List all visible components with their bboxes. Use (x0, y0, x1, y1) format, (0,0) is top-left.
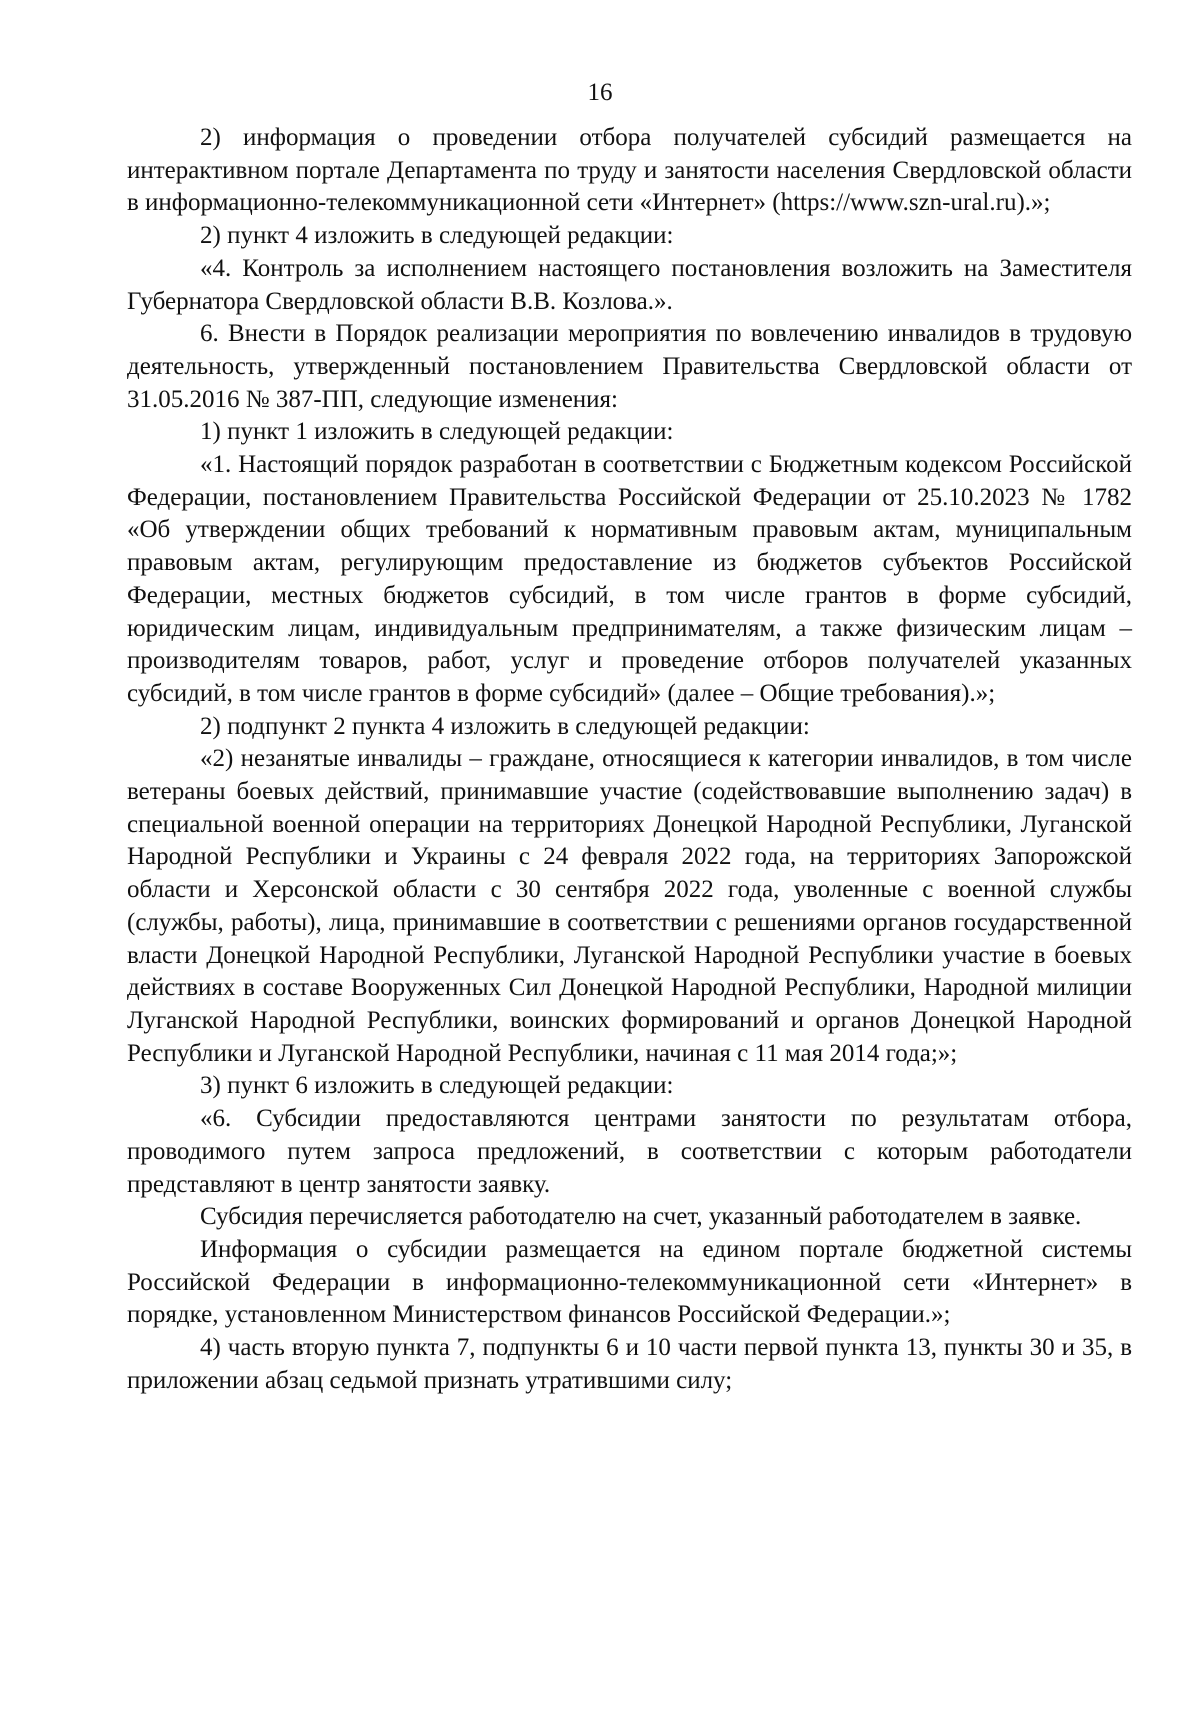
paragraph: 1) пункт 1 изложить в следующей редакции: (200, 418, 674, 446)
paragraph: 4) часть вторую пункта 7, подпункты 6 и 10 части первой пункта 13, пункты 30 и 35, в приложении абзац седьмой признать утратившими силу; (127, 1334, 1132, 1394)
document-body (127, 122, 1132, 1397)
paragraph: «6. Субсидии предоставляются центрами занятости по результатам отбора, проводимого путем запроса предложений, в соответствии с которым работодатели представляют в центр занятости заявку. (127, 1105, 1132, 1198)
paragraph: 6. Внести в Порядок реализации мероприятия по вовлечению инвалидов в трудовую деятельность, утвержденный постановлением Правительства Свердловской области от 31.05.2016 № 387-ПП, следующие изменения: (127, 320, 1132, 413)
paragraph: «2) незанятые инвалиды – граждане, относящиеся к категории инвалидов, в том числе ветераны боевых действий, принимавшие участие (содействовавшие выполнению задач) в специальной военной операции на территориях Донецкой Народной Республики, Луганской Народной Республики и Украины с 24 февраля 2022 года, на территориях Запорожской области и Херсонской области с 30 сентября 2022 года, уволенные с военной службы (службы, работы), лица, принимавшие в соответствии с решениями органов государственной власти Донецкой Народной Республики, Луганской Народной Республики участие в боевых действиях в составе Вооруженных Сил Донецкой Народной Республики, Народной милиции Луганской Народной Республики, воинских формирований и органов Донецкой Народной Республики и Луганской Народной Республики, начиная с 11 мая 2014 года;»; (127, 745, 1132, 1067)
paragraph: 2) подпункт 2 пункта 4 изложить в следующей редакции: (200, 712, 810, 740)
paragraph: «4. Контроль за исполнением настоящего постановления возложить на Заместителя Губернатора Свердловской области В.В. Козлова.». (127, 254, 1132, 315)
paragraph: 2) пункт 4 изложить в следующей редакции: (200, 222, 674, 250)
paragraph: Субсидия перечисляется работодателю на счет, указанный работодателем в заявке. (200, 1203, 1082, 1231)
paragraph: «1. Настоящий порядок разработан в соответствии с Бюджетным кодексом Российской Федерации, постановлением Правительства Российской Федерации от 25.10.2023 № 1782 «Об утверждении общих требований к нормативным правовым актам, муниципальным правовым актам, регулирующим предоставление из бюджетов субъектов Российской Федерации, местных бюджетов субсидий, в том числе грантов в форме субсидий, юридическим лицам, индивидуальным предпринимателям, а также физическим лицам – производителям товаров, работ, услуг и проведение отборов получателей указанных субсидий, в том числе грантов в форме субсидий» (далее – Общие требования).»; (127, 451, 1132, 707)
paragraph: Информация о субсидии размещается на едином портале бюджетной системы Российской Федерации в информационно-телекоммуникационной сети «Интернет» в порядке, установленном Министерством финансов Российской Федерации.»; (127, 1235, 1132, 1329)
page-number: 16 (587, 79, 613, 106)
paragraph: 2) информация о проведении отбора получателей субсидий размещается на интерактивном портале Департамента по труду и занятости населения Свердловской области в информационно-телекоммуникационной сети «Интернет» (https://www.szn-ural.ru).»; (127, 124, 1132, 217)
paragraph: 3) пункт 6 изложить в следующей редакции: (200, 1072, 674, 1100)
